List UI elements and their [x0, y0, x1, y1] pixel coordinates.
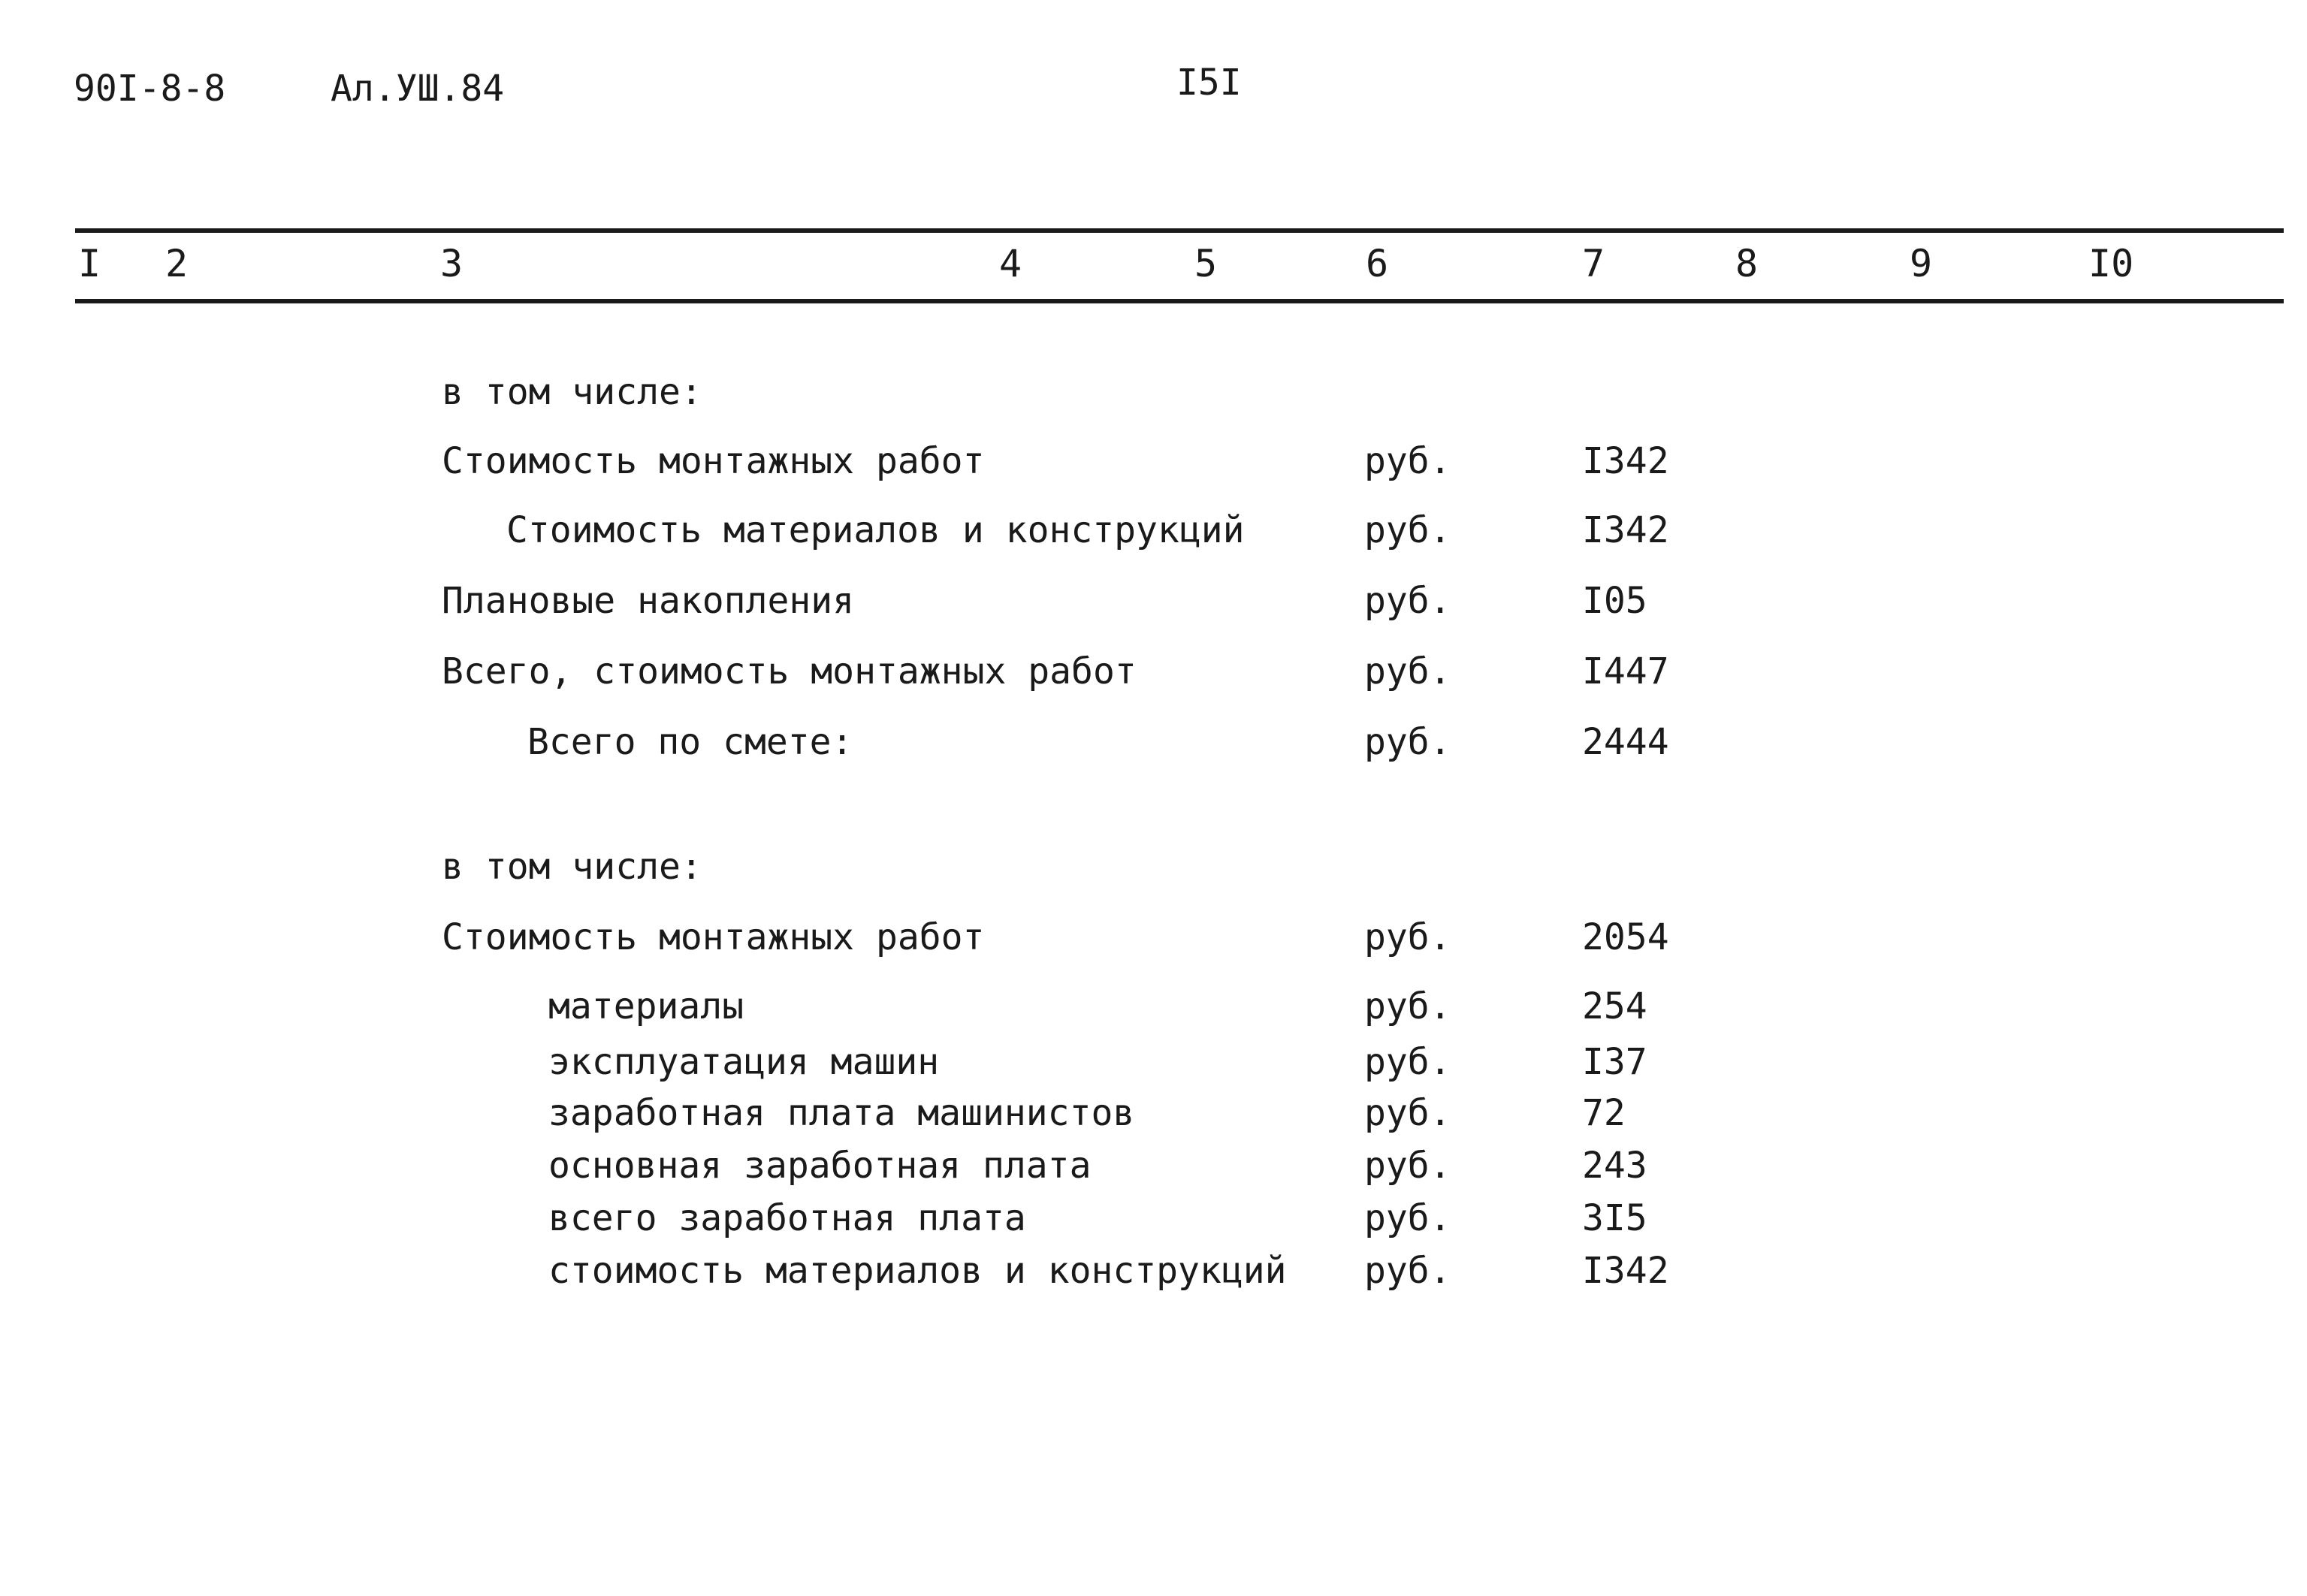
row-label: основная заработная плата — [548, 1145, 1092, 1187]
row-unit: руб. — [1364, 580, 1451, 622]
row-unit: руб. — [1364, 1041, 1451, 1083]
row-label: Стоимость монтажных работ — [442, 440, 985, 482]
table-header-bottom-rule — [75, 299, 2284, 303]
row-label: Плановые накопления — [442, 580, 855, 622]
row-label: материалы — [548, 985, 744, 1027]
column-number: 8 — [1735, 242, 1759, 285]
column-number: 3 — [440, 242, 464, 285]
row-unit: руб. — [1364, 440, 1451, 482]
column-number: 2 — [165, 242, 189, 285]
row-label: заработная плата машинистов — [548, 1092, 1135, 1134]
section-heading: в том числе: — [442, 371, 702, 413]
column-number: 7 — [1582, 242, 1605, 285]
row-unit: руб. — [1364, 721, 1451, 763]
column-number: I0 — [2088, 242, 2134, 285]
column-number: 9 — [1910, 242, 1933, 285]
row-unit: руб. — [1364, 916, 1451, 958]
row-label: всего заработная плата — [548, 1197, 1026, 1239]
row-label: Стоимость материалов и конструкций — [506, 509, 1245, 551]
row-value: I447 — [1582, 650, 1669, 692]
row-value: I37 — [1582, 1041, 1647, 1083]
row-value: 243 — [1582, 1145, 1647, 1187]
row-value: I342 — [1582, 1250, 1669, 1292]
row-value: I342 — [1582, 440, 1669, 482]
row-unit: руб. — [1364, 1092, 1451, 1134]
column-number: I — [78, 242, 101, 285]
section-heading: в том числе: — [442, 846, 702, 888]
row-unit: руб. — [1364, 985, 1451, 1027]
row-unit: руб. — [1364, 650, 1451, 692]
row-value: 2444 — [1582, 721, 1669, 763]
row-label: эксплуатация машин — [548, 1041, 940, 1083]
column-number: 5 — [1194, 242, 1218, 285]
column-number: 6 — [1366, 242, 1389, 285]
document-code: 90I-8-8 — [74, 68, 226, 110]
row-label: Всего по смете: — [527, 721, 853, 763]
row-value: I05 — [1582, 580, 1647, 622]
row-value: 72 — [1582, 1092, 1626, 1134]
row-unit: руб. — [1364, 1250, 1451, 1292]
row-label: Стоимость монтажных работ — [442, 916, 985, 958]
row-unit: руб. — [1364, 509, 1451, 551]
row-value: I342 — [1582, 509, 1669, 551]
row-value: 3I5 — [1582, 1197, 1647, 1239]
row-value: 254 — [1582, 985, 1647, 1027]
row-label: стоимость материалов и конструкций — [548, 1250, 1287, 1292]
table-top-rule — [75, 228, 2284, 233]
column-number: 4 — [999, 242, 1022, 285]
row-value: 2054 — [1582, 916, 1669, 958]
row-unit: руб. — [1364, 1197, 1451, 1239]
row-unit: руб. — [1364, 1145, 1451, 1187]
row-label: Всего, стоимость монтажных работ — [442, 650, 1137, 692]
album-code: Ал.УШ.84 — [331, 68, 505, 110]
page-number: I5I — [1176, 62, 1242, 104]
